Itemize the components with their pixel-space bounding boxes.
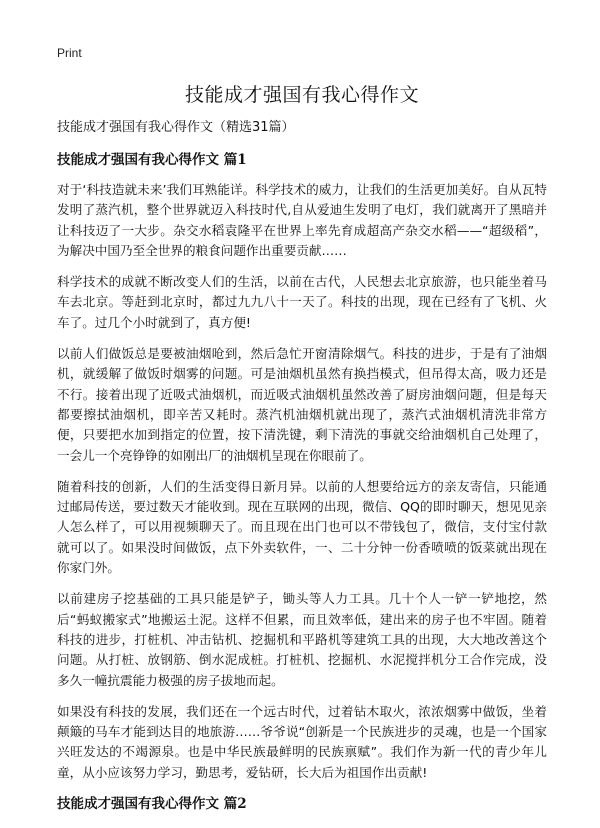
paragraph: 以前建房子挖基础的工具只能是铲子，锄头等人力工具。几十个人一铲一铲地挖，然后“蚂蚁搬家式”地搬运土泥。这样不但累，而且效率低，建出来的房子也不牢固。随着科技的进步，打桩机、冲击钻机、挖掘机和平路机等建筑工具的出现，大大地改善这个问题。从打桩、放钢筋、倒水泥成桩。打桩机、挖掘机、水泥搅拌机分工合作完成，没多久一幢抗震能力极强的房子拔地而起。 bbox=[57, 591, 547, 688]
section-2 bbox=[57, 794, 547, 814]
section-heading: 技能成才强国有我心得作文 篇1 bbox=[57, 152, 247, 168]
paragraph: 对于‘科技造就未来’我们耳熟能详。科学技术的威力，让我们的生活更加美好。自从瓦特发明了蒸汽机，整个世界就迈入科技时代,自从爱迪生发明了电灯，我们就离开了黑暗并让科技迈了一大步。杂交水稻袁隆平在世界上率先育成超高产杂交水稻——“超级稻”，为解决中国乃至全世界的粮食问题作出重要贡献…… bbox=[57, 182, 547, 258]
section-heading: 技能成才强国有我心得作文 篇2 bbox=[57, 796, 247, 813]
page-title: 技能成才强国有我心得作文 bbox=[184, 84, 419, 106]
section-1 bbox=[57, 150, 547, 783]
paragraph: 以前人们做饭总是要被油烟呛到，然后急忙开窗清除烟气。科技的进步，于是有了油烟机，就缓解了做饭时烟雾的问题。可是油烟机虽然有换挡模式，但吊得太高，吸力还是不行。接着出现了近吸式油烟机，而近吸式油烟机虽然改善了厨房油烟问题，但是每天都要擦拭油烟机，即辛苦又耗时。蒸汽机油烟机就出现了，蒸汽式油烟机清洗非常方便，只要把水加到指定的位置，按下清洗键，剩下清洗的事就交给油烟机自己处理了，一会儿一个亮铮铮的如刚出厂的油烟机呈现在你眼前了。 bbox=[57, 346, 547, 463]
article-subtitle: 技能成才强国有我心得作文（精选31篇） bbox=[57, 120, 295, 135]
paragraph: 科学技术的成就不断改变人们的生活，以前在古代，人民想去北京旅游，也只能坐着马车去北京。等赶到北京时，都过九九八十一天了。科技的出现，现在已经有了飞机、火车了。过几个小时就到了，真方便! bbox=[57, 274, 547, 330]
paragraph: 如果没有科技的发展，我们还在一个远古时代，过着钻木取火，浓浓烟雾中做饭，坐着颠簸的马车才能到达目的地旅游……爷爷说“创新是一个民族进步的灵魂，也是一个国家兴旺发达的不竭源泉。也是中华民族最鲜明的民族禀赋”。我们作为新一代的青少年儿童，从小应该努力学习，勤思考，爱钻研，长大后为祖国作出贡献! bbox=[57, 703, 547, 780]
print-link[interactable]: Print bbox=[57, 46, 82, 60]
paragraph: 随着科技的创新，人们的生活变得日新月异。以前的人想要给远方的亲友寄信，只能通过邮局传送，要过数天才能收到。现在互联网的出现，微信、QQ的即时聊天，想见见亲人怎么样了，可以用视频聊天了。而且现在出门也可以不带钱包了，微信，支付宝付款就可以了。如果没时间做饭，点下外卖软件，一、二十分钟一份香喷喷的饭菜就出现在你家门外。 bbox=[57, 478, 547, 576]
document-body bbox=[57, 82, 547, 824]
